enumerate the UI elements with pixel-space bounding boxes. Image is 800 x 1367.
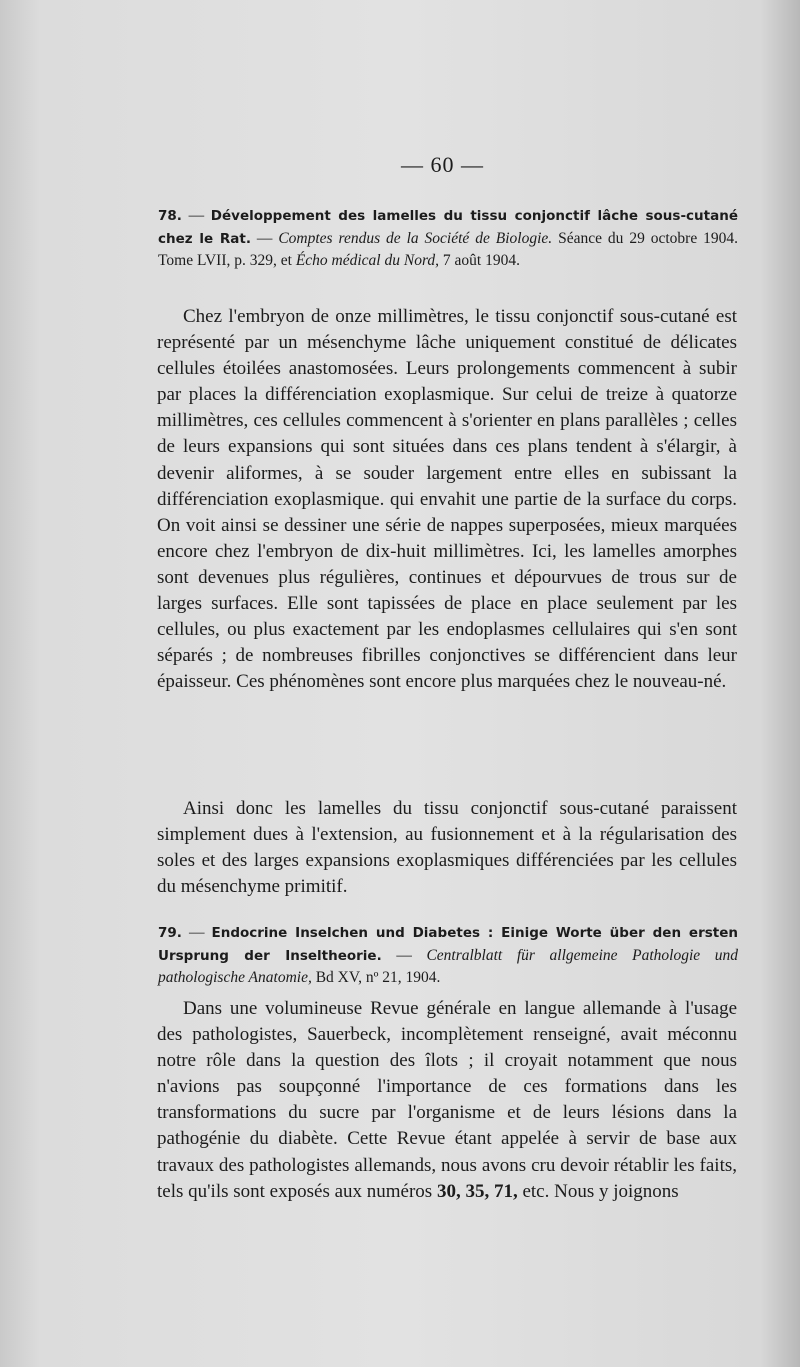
entry-78-paragraph-2: Ainsi donc les lamelles du tissu conjonctif sous-cutané paraissent simplement dues à l'extension, au fusionnement et à la régularisation des soles et des larges expansions exoplasmiques différenciées par les cellules du mésenchyme primitif. [157, 798, 737, 898]
entry-79-paragraph-nums: 30, 35, 71, [436, 1180, 518, 1202]
entry-78-details2: 7 août 1904. [439, 252, 520, 269]
entry-79-number: 79. [158, 925, 182, 941]
entry-79-source: Centralblatt für allgemeine Pathologie und pathologische Anatomie, [158, 946, 738, 986]
entry-78-sep: — [250, 229, 279, 247]
entry-78-dash: — [181, 207, 211, 224]
entry-79-title: Endocrine Inselchen und Diabetes : Einige Worte über den ersten Ursprung der Inseltheorie. [158, 925, 738, 964]
page-number: — 60 — [401, 152, 484, 177]
entry-79-details: Bd XV, nº 21, 1904. [311, 969, 441, 986]
entry-79-paragraph-start: Dans une volumineuse Revue générale en langue allemande à l'usage des pathologistes, Sauerbeck, incomplètement renseigné, avait méconnu notre rôle dans la question des îlots ; il croyait notamment que nous n'avions pas soupçonné l'importance de ces formations dans les transformations du sucre par l'organisme et de leurs lésions dans la pathogénie du diabète. Cette Revue étant appelée à servir de base aux travaux des pathologistes allemands, nous avons cru devoir rétablir les faits, tels qu'ils sont exposés aux numéros [157, 998, 737, 1202]
entry-79-header [158, 922, 738, 989]
entry-78-paragraph-1: Chez l'embryon de onze millimètres, le tissu conjonctif sous-cutané est représenté par un mésenchyme lâche uniquement constitué de délicates cellules étoilées anastomosées. Leurs prolongements commencent à subir par places la différenciation exoplasmique. Sur celui de treize à quatorze millimètres, ces cellules commencent à s'orienter en plans parallèles ; celles de leurs expansions qui sont situées dans ces plans tendent à s'élargir, à devenir aliformes, à se souder largement entre elles en subissant la différenciation exoplasmique. qui envahit une partie de la surface du corps. On voit ainsi se dessiner une série de nappes superposées, mieux marquées encore chez l'embryon de dix-huit millimètres. Ici, les lamelles amorphes sont devenues plus régulières, continues et dépourvues de trous sur de larges surfaces. Elle sont tapissées de place en place seulement par les cellules, ou plus exactement par les endoplasmes cellulaires qui s'en sont séparés ; de nombreuses fibrilles conjonctives se différencient dans leur épaisseur. Ces phénomènes sont encore plus marquées chez le nouveau-né. [157, 306, 737, 693]
entry-79-sep: — [381, 946, 427, 964]
entry-78-title: Développement des lamelles du tissu conjonctif lâche sous-cutané chez le Rat. [158, 208, 739, 247]
entry-79-paragraph-end: etc. Nous y joignons [517, 1180, 679, 1202]
entry-79-dash: — [181, 924, 212, 941]
entry-79-paragraph [157, 996, 737, 1205]
entry-78-details: Séance du 29 octobre 1904. Tome LVII, p. 329, et [158, 229, 739, 269]
entry-78-header [158, 205, 738, 272]
entry-78-number: 78. [158, 208, 182, 224]
entry-78-source2: Écho médical du Nord, [295, 252, 440, 269]
entry-78-source: Comptes rendus de la Société de Biologie. [278, 229, 553, 247]
